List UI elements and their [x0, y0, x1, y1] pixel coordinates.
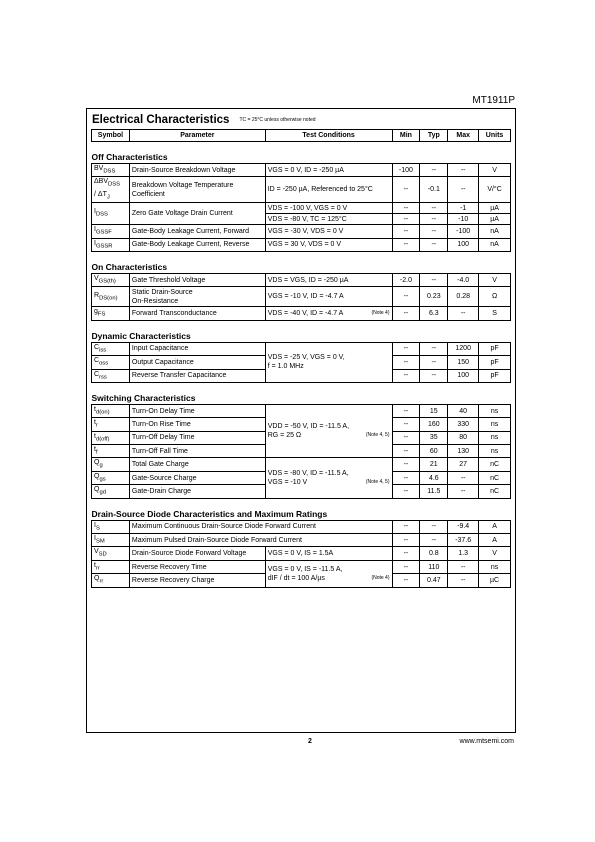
- typ-cell: 6.3: [420, 307, 448, 320]
- typ-cell: 110: [420, 560, 448, 573]
- table-row: [92, 177, 511, 203]
- parameter-cell: Drain-Source Breakdown Voltage: [129, 164, 265, 177]
- col-units: Units: [479, 130, 511, 142]
- parameter-cell: [129, 287, 265, 307]
- section-title: [92, 114, 316, 126]
- table-row: [92, 164, 511, 177]
- table-row: [92, 534, 511, 547]
- max-cell: --: [448, 177, 479, 203]
- parameter-cell: Turn-On Rise Time: [129, 418, 265, 431]
- symbol-cell: $g_{FS}$: [92, 307, 130, 320]
- max-cell: -1: [448, 203, 479, 214]
- unit-cell: µA: [479, 203, 511, 214]
- typ-cell: 15: [420, 404, 448, 417]
- table-row: [92, 520, 511, 533]
- parameter-cell: Gate-Body Leakage Current, Reverse: [129, 238, 265, 251]
- unit-cell: ns: [479, 445, 511, 458]
- symbol-cell: $C_{iss}$: [92, 342, 130, 355]
- section-heading-row: [92, 142, 511, 164]
- title-text: Electrical Characteristics: [92, 114, 230, 126]
- min-cell: --: [392, 369, 420, 382]
- min-cell: --: [392, 214, 420, 225]
- parameter-cell: Reverse Recovery Time: [129, 560, 265, 573]
- max-cell: 130: [448, 445, 479, 458]
- symbol-cell: $V_{SD}$: [92, 547, 130, 560]
- symbol-cell: $C_{rss}$: [92, 369, 130, 382]
- condition-cell: [265, 404, 392, 458]
- min-cell: --: [392, 431, 420, 444]
- unit-cell: A: [479, 520, 511, 533]
- parameter-cell: Turn-Off Fall Time: [129, 445, 265, 458]
- max-cell: -10: [448, 214, 479, 225]
- part-number: MT1911P: [472, 95, 515, 106]
- symbol-cell: $BV_{DSS}$: [92, 164, 130, 177]
- condition-line: VGS = -30 V, VDS = 0 V: [267, 227, 344, 235]
- condition-line: dIF / dt = 100 A/µs: [267, 574, 325, 582]
- parameter-cell: Maximum Pulsed Drain-Source Diode Forward Current: [129, 534, 392, 547]
- condition-cell: [265, 560, 392, 587]
- typ-cell: -0.1: [420, 177, 448, 203]
- section-switching: Switching Characteristics: [91, 392, 196, 403]
- typ-cell: 60: [420, 445, 448, 458]
- parameter-cell: Turn-On Delay Time: [129, 404, 265, 417]
- min-cell: --: [392, 445, 420, 458]
- condition-line: VDS = -100 V, VGS = 0 V: [267, 204, 348, 212]
- unit-cell: V: [479, 273, 511, 286]
- symbol-cell: $t_r$: [92, 418, 130, 431]
- parameter-cell: Turn-Off Delay Time: [129, 431, 265, 444]
- symbol-cell: $Q_{rr}$: [92, 574, 130, 587]
- unit-cell: pF: [479, 369, 511, 382]
- parameter-line: On-Resistance: [131, 297, 179, 305]
- symbol-cell: $C_{oss}$: [92, 356, 130, 369]
- parameter-cell: Drain-Source Diode Forward Voltage: [129, 547, 265, 560]
- typ-cell: 0.23: [420, 287, 448, 307]
- unit-cell: pF: [479, 356, 511, 369]
- min-cell: --: [392, 520, 420, 533]
- condition-cell: [265, 164, 392, 177]
- parameter-cell: Gate-Source Charge: [129, 471, 265, 484]
- min-cell: -2.0: [392, 273, 420, 286]
- unit-cell: ns: [479, 418, 511, 431]
- min-cell: --: [392, 203, 420, 214]
- section-heading-row: [92, 251, 511, 273]
- note-ref: (Note 4): [371, 310, 390, 317]
- condition-line: VGS = -10 V, ID = -4.7 A: [267, 293, 344, 301]
- table-row: [92, 307, 511, 320]
- typ-cell: --: [420, 356, 448, 369]
- min-cell: --: [392, 547, 420, 560]
- unit-cell: V: [479, 547, 511, 560]
- table-row: [92, 458, 511, 471]
- condition-line: VDS = -40 V, ID = -4.7 A: [267, 310, 344, 318]
- characteristics-frame: [86, 108, 516, 733]
- page-number: 2: [308, 738, 312, 745]
- parameter-cell: Breakdown Voltage Temperature Coefficient: [129, 177, 265, 203]
- unit-cell: ns: [479, 560, 511, 573]
- symbol-cell: $t_f$: [92, 445, 130, 458]
- dynamic-rows: [92, 342, 511, 382]
- table-row: [92, 560, 511, 573]
- condition-line: RG = 25 Ω: [267, 432, 302, 440]
- max-cell: --: [448, 307, 479, 320]
- max-cell: -9.4: [448, 520, 479, 533]
- min-cell: --: [392, 177, 420, 203]
- col-parameter: Parameter: [129, 130, 265, 142]
- typ-cell: 11.5: [420, 485, 448, 498]
- min-cell: --: [392, 534, 420, 547]
- section-diode: Drain-Source Diode Characteristics and Maximum Ratings: [91, 508, 328, 519]
- condition-cell: [265, 547, 392, 560]
- condition-line: VDD = -50 V, ID = -11.5 A,: [267, 423, 350, 431]
- section-heading-row: [92, 320, 511, 342]
- condition-cell: [265, 238, 392, 251]
- min-cell: --: [392, 458, 420, 471]
- note-ref: (Note 4): [371, 574, 390, 581]
- max-cell: 330: [448, 418, 479, 431]
- parameter-cell: Input Capacitance: [129, 342, 265, 355]
- parameter-cell: Maximum Continuous Drain-Source Diode Forward Current: [129, 520, 392, 533]
- unit-cell: S: [479, 307, 511, 320]
- symbol-cell: $I_S$: [92, 520, 130, 533]
- parameter-cell: Reverse Recovery Charge: [129, 574, 265, 587]
- condition-line: VGS = 0 V, ID = -250 µA: [267, 166, 344, 174]
- typ-cell: 0.8: [420, 547, 448, 560]
- table-row: [92, 225, 511, 238]
- parameter-cell: Reverse Transfer Capacitance: [129, 369, 265, 382]
- min-cell: --: [392, 574, 420, 587]
- parameter-cell: Gate-Body Leakage Current, Forward: [129, 225, 265, 238]
- min-cell: --: [392, 560, 420, 573]
- unit-cell: A: [479, 534, 511, 547]
- symbol-cell: $I_{DSS}$: [92, 203, 130, 225]
- table-row: [92, 404, 511, 417]
- section-dynamic: Dynamic Characteristics: [91, 330, 191, 341]
- min-cell: --: [392, 342, 420, 355]
- typ-cell: --: [420, 534, 448, 547]
- typ-cell: 35: [420, 431, 448, 444]
- symbol-cell: $V_{GS(th)}$: [92, 273, 130, 286]
- min-cell: --: [392, 404, 420, 417]
- parameter-line: Static Drain-Source: [131, 288, 193, 296]
- on-rows: [92, 273, 511, 320]
- typ-cell: 4.6: [420, 471, 448, 484]
- typ-cell: --: [420, 273, 448, 286]
- condition-line: VGS = -10 V: [267, 479, 308, 487]
- unit-cell: nA: [479, 238, 511, 251]
- condition-cell: [265, 287, 392, 307]
- condition-line: VDS = VGS, ID = -250 µA: [267, 276, 349, 284]
- title-note: TC = 25°C unless otherwise noted: [239, 116, 316, 123]
- col-typ: Typ: [420, 130, 448, 142]
- note-ref: (Note 4, 5): [365, 432, 390, 439]
- symbol-cell: $Q_{gd}$: [92, 485, 130, 498]
- max-cell: --: [448, 164, 479, 177]
- symbol-cell: $\Delta BV_{DSS}$ / $\Delta T_J$: [92, 177, 130, 203]
- diode-rows: [92, 520, 511, 587]
- unit-cell: µC: [479, 574, 511, 587]
- parameter-cell: Total Gate Charge: [129, 458, 265, 471]
- parameter-cell: Gate-Drain Charge: [129, 485, 265, 498]
- max-cell: 0.28: [448, 287, 479, 307]
- typ-cell: --: [420, 369, 448, 382]
- typ-cell: 21: [420, 458, 448, 471]
- symbol-cell: $t_{d(off)}$: [92, 431, 130, 444]
- condition-line: VDS = -25 V, VGS = 0 V,: [267, 354, 345, 362]
- note-ref: (Note 4, 5): [365, 479, 390, 486]
- condition-line: VGS = 30 V, VDS = 0 V: [267, 241, 342, 249]
- unit-cell: nC: [479, 458, 511, 471]
- table-row: [92, 203, 511, 214]
- symbol-cell: $t_{rr}$: [92, 560, 130, 573]
- typ-cell: --: [420, 238, 448, 251]
- max-cell: -37.6: [448, 534, 479, 547]
- symbol-cell: $R_{DS(on)}$: [92, 287, 130, 307]
- symbol-cell: $I_{GSSR}$: [92, 238, 130, 251]
- typ-cell: --: [420, 520, 448, 533]
- max-cell: --: [448, 560, 479, 573]
- symbol-cell: $Q_{gs}$: [92, 471, 130, 484]
- unit-cell: nC: [479, 471, 511, 484]
- unit-cell: ns: [479, 404, 511, 417]
- unit-cell: nA: [479, 225, 511, 238]
- footer-url: www.mtsemi.com: [459, 738, 514, 745]
- condition-cell: [265, 177, 392, 203]
- max-cell: 150: [448, 356, 479, 369]
- col-symbol: Symbol: [92, 130, 130, 142]
- parameter-cell: Zero Gate Voltage Drain Current: [129, 203, 265, 225]
- max-cell: 40: [448, 404, 479, 417]
- max-cell: --: [448, 471, 479, 484]
- section-heading-row: [92, 498, 511, 520]
- section-on: On Characteristics: [91, 261, 168, 272]
- symbol-cell: $Q_g$: [92, 458, 130, 471]
- min-cell: --: [392, 238, 420, 251]
- table-row: [92, 287, 511, 307]
- typ-cell: --: [420, 164, 448, 177]
- min-cell: --: [392, 287, 420, 307]
- table-row: [92, 238, 511, 251]
- max-cell: -4.0: [448, 273, 479, 286]
- table-row: [92, 547, 511, 560]
- symbol-cell: $I_{GSSF}$: [92, 225, 130, 238]
- typ-cell: 0.47: [420, 574, 448, 587]
- condition-line: VGS = 0 V, IS = 1.5A: [267, 550, 334, 558]
- condition-cell: [265, 458, 392, 498]
- unit-cell: V/°C: [479, 177, 511, 203]
- typ-cell: --: [420, 203, 448, 214]
- max-cell: 1.3: [448, 547, 479, 560]
- col-max: Max: [448, 130, 479, 142]
- unit-cell: nC: [479, 485, 511, 498]
- max-cell: 100: [448, 238, 479, 251]
- condition-cell: [265, 203, 392, 214]
- characteristics-table: [91, 129, 511, 588]
- section-off: Off Characteristics: [91, 152, 168, 162]
- unit-cell: pF: [479, 342, 511, 355]
- min-cell: -100: [392, 164, 420, 177]
- max-cell: --: [448, 485, 479, 498]
- min-cell: --: [392, 418, 420, 431]
- typ-cell: --: [420, 225, 448, 238]
- condition-cell: [265, 307, 392, 320]
- parameter-cell: Output Capacitance: [129, 356, 265, 369]
- min-cell: --: [392, 225, 420, 238]
- col-test-conditions: Test Conditions: [265, 130, 392, 142]
- min-cell: --: [392, 471, 420, 484]
- condition-line: VDS = -80 V, TC = 125°C: [267, 215, 347, 223]
- section-heading-row: [92, 382, 511, 404]
- unit-cell: Ω: [479, 287, 511, 307]
- typ-cell: --: [420, 342, 448, 355]
- symbol-cell: $I_{SM}$: [92, 534, 130, 547]
- unit-cell: ns: [479, 431, 511, 444]
- condition-cell: [265, 273, 392, 286]
- typ-cell: 160: [420, 418, 448, 431]
- table-row: [92, 273, 511, 286]
- parameter-cell: Forward Transconductance: [129, 307, 265, 320]
- condition-line: f = 1.0 MHz: [267, 363, 304, 371]
- max-cell: --: [448, 574, 479, 587]
- condition-line: VDS = -80 V, ID = -11.5 A,: [267, 470, 349, 478]
- off-rows: [92, 164, 511, 252]
- min-cell: --: [392, 307, 420, 320]
- parameter-cell: Gate Threshold Voltage: [129, 273, 265, 286]
- unit-cell: V: [479, 164, 511, 177]
- condition-cell: [265, 342, 392, 382]
- condition-cell: [265, 225, 392, 238]
- max-cell: -100: [448, 225, 479, 238]
- col-min: Min: [392, 130, 420, 142]
- table-row: [92, 342, 511, 355]
- min-cell: --: [392, 356, 420, 369]
- symbol-cell: $t_{d(on)}$: [92, 404, 130, 417]
- header-row: [92, 130, 511, 142]
- max-cell: 80: [448, 431, 479, 444]
- switching-rows: [92, 404, 511, 498]
- condition-line: VGS = 0 V, IS = -11.5 A,: [267, 565, 343, 573]
- max-cell: 1200: [448, 342, 479, 355]
- condition-cell: [265, 214, 392, 225]
- min-cell: --: [392, 485, 420, 498]
- condition-line: ID = -250 µA, Referenced to 25°C: [267, 186, 373, 194]
- typ-cell: --: [420, 214, 448, 225]
- max-cell: 100: [448, 369, 479, 382]
- unit-cell: µA: [479, 214, 511, 225]
- max-cell: 27: [448, 458, 479, 471]
